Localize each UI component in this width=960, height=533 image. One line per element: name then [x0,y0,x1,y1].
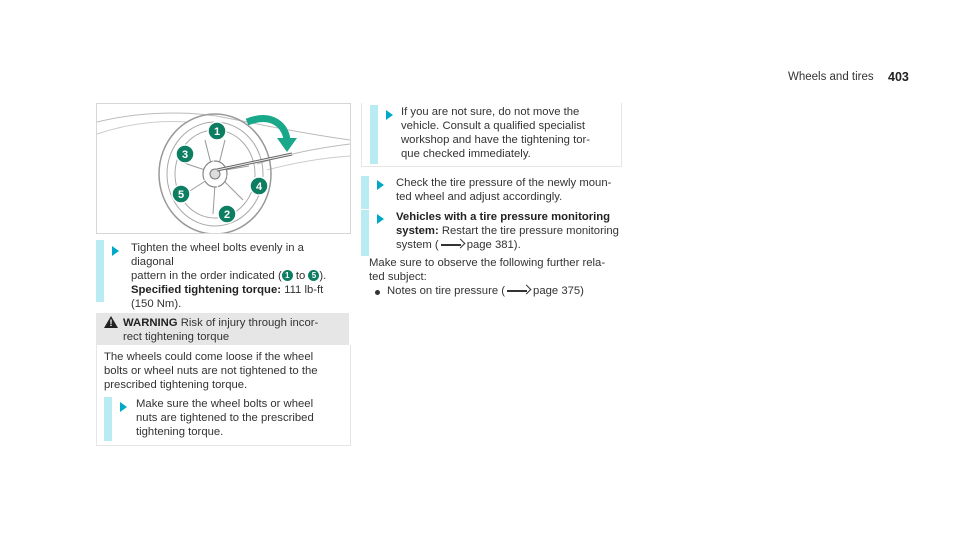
step-bar [96,240,104,302]
step-bar [370,105,378,164]
callout-2 [218,205,236,223]
page-number: 403 [888,70,909,84]
list-item: Notes on tire pressure ( page 375) [387,285,584,297]
page-ref-link[interactable]: page 381). [466,239,521,251]
step-check-pressure [361,176,620,209]
warning-label: WARNING [123,317,178,329]
step-arrow-icon [112,246,119,256]
step-bar [361,210,369,256]
observe-text: Make sure to observe the following further rela- ted subject: [369,257,606,283]
callout-1 [208,122,226,140]
callout-4 [250,177,268,195]
section-title: Wheels and tires [788,71,874,83]
ref-callout-5: 5 [308,270,319,281]
step-line: pattern in the order indicated ( 1 to 5 ). [131,270,327,282]
step-text [131,241,349,311]
ref-callout-1: 1 [282,270,293,281]
step-arrow-icon [120,402,127,412]
wheel-illustration [97,104,350,233]
warning-title: WARNING Risk of injury through incor- rect tightening torque [123,317,319,343]
svg-text:2: 2 [223,209,231,221]
spec-line: Specified tightening torque: 111 lb-ft [131,284,324,296]
check-text: Check the tire pressure of the newly moun- ted wheel and adjust accordingly. [396,177,612,203]
step-arrow-icon [377,214,384,224]
svg-text:1: 1 [213,126,221,138]
page-ref-arrow-icon [507,286,531,295]
step-arrow-icon [377,180,384,190]
warning-text: The wheels could come loose if the wheel bolts or wheel nuts are not tightened to the prescribed tightening torque. [104,351,318,391]
step-arrow-icon [386,110,393,120]
unsure-text: If you are not sure, do not move the vehicle. Consult a qualified specialist workshop and have the tightening tor- que checked immediately. [401,106,591,160]
warning-exclamation-icon: ! [109,318,113,328]
svg-text:4: 4 [255,181,263,193]
tpms-text: Vehicles with a tire pressure monitoring system: Restart the tire pressure monitoring system ( page 381). [396,211,619,251]
step-tighten-bolts [96,240,349,310]
step-bar [104,397,112,441]
svg-text:5: 5 [177,189,185,201]
callout-5 [172,185,190,203]
svg-text:3: 3 [181,149,189,161]
page-ref-arrow-icon [441,240,465,249]
page-ref-link[interactable]: page 375) [533,285,584,297]
spec-metric: (150 Nm). [131,298,182,310]
step-if-unsure [370,105,610,164]
warning-step-text: Make sure the wheel bolts or wheel nuts are tightened to the prescribed tightening torque. [136,398,314,438]
step-line: Tighten the wheel bolts evenly in a diagonal [131,242,304,268]
callout-3 [176,145,194,163]
wheel-bolt-figure [96,103,351,234]
step-bar [361,176,369,209]
step-restart-tpms [361,210,620,256]
list-bullet [375,290,380,295]
warning-step [104,397,344,441]
